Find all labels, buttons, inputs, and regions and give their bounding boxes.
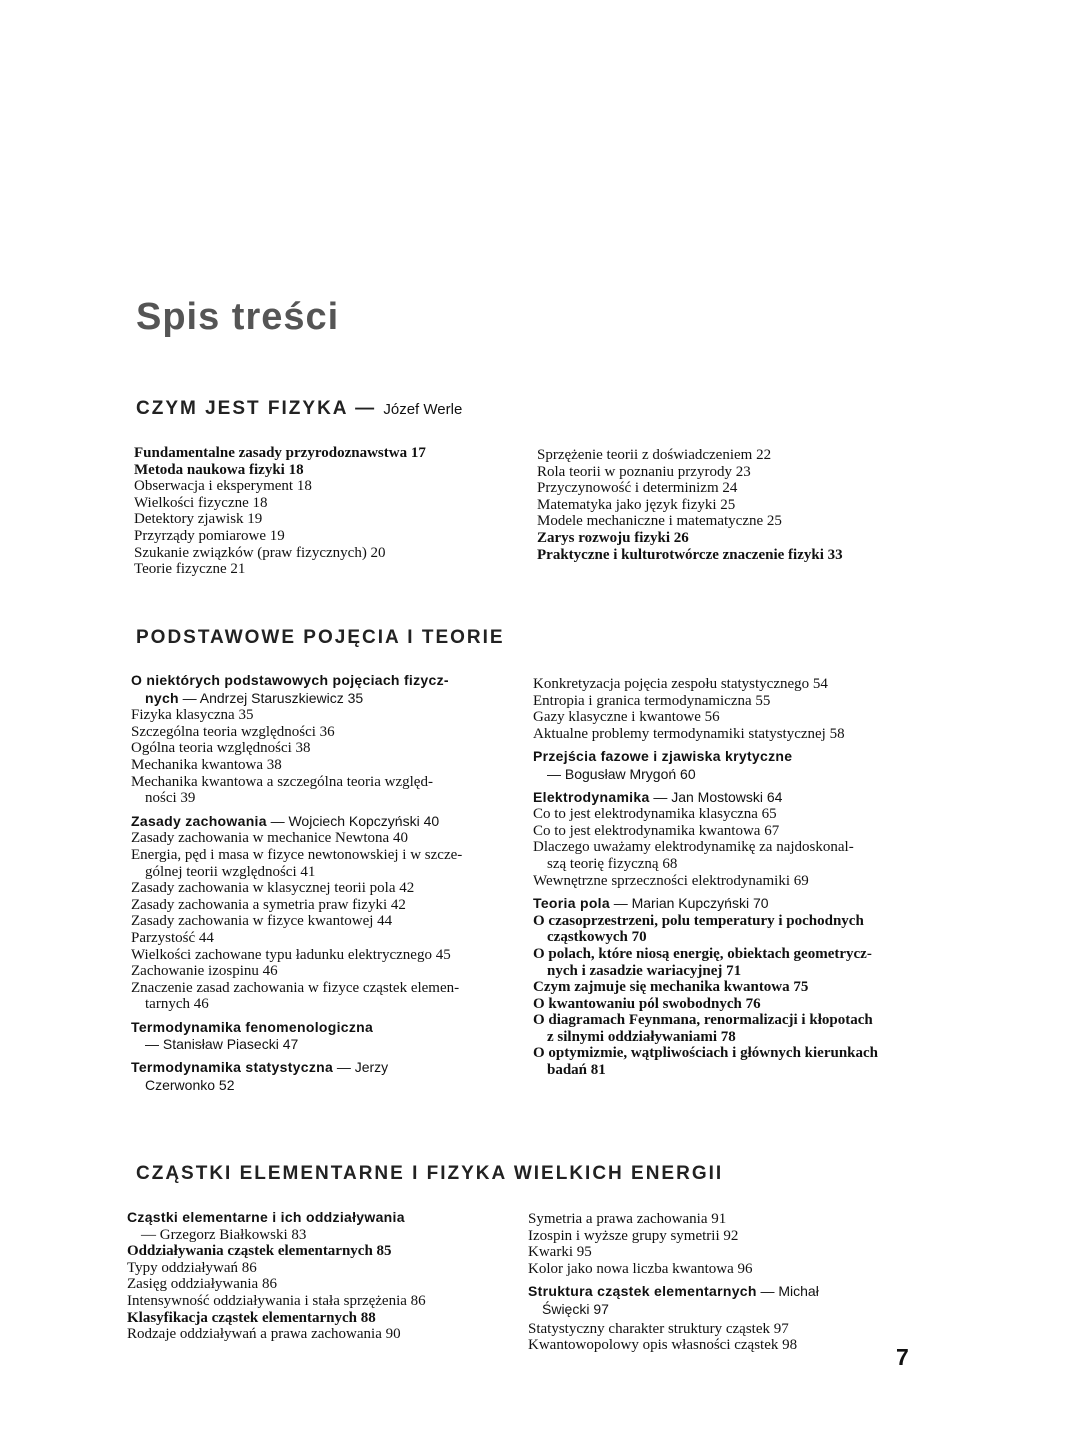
toc-chapter bbox=[127, 1209, 517, 1243]
chapter-title: Cząstki elementarne i ich oddziaływania bbox=[127, 1209, 405, 1225]
toc-entry: Typy oddziaływań 86 bbox=[127, 1259, 257, 1276]
toc-chapter bbox=[533, 789, 933, 807]
chapter-title: Struktura cząstek elementarnych bbox=[528, 1283, 757, 1300]
entry-text-cont: gólnej teorii względności 41 bbox=[145, 863, 316, 880]
chapter-author: — Marian Kupczyński 70 bbox=[613, 895, 769, 912]
chapter-author: — Grzegorz Białkowski 83 bbox=[141, 1226, 307, 1243]
toc-entry: Metoda naukowa fizyki 18 bbox=[134, 461, 304, 478]
toc-entry: Kwantowopolowy opis własności cząstek 98 bbox=[528, 1337, 798, 1354]
toc-entry: Zasady zachowania a symetria praw fizyki 42 bbox=[131, 896, 406, 913]
toc-entry bbox=[131, 774, 517, 807]
toc-entry: Kolor jako nowa liczba kwantowa 96 bbox=[528, 1260, 753, 1277]
toc-entry: Co to jest elektrodynamika kwantowa 67 bbox=[533, 822, 780, 839]
page-number: 7 bbox=[896, 1344, 909, 1370]
toc-entry: Zasięg oddziaływania 86 bbox=[127, 1276, 277, 1293]
toc-entry: Klasyfikacja cząstek elementarnych 88 bbox=[127, 1309, 376, 1326]
toc-entry: Aktualne problemy termodynamiki statystycznej 58 bbox=[533, 725, 845, 742]
entry-text: Energia, pęd i masa w fizyce newtonowskiej i w szcze- bbox=[131, 846, 463, 863]
entry-text-cont: z silnymi oddziaływaniami 78 bbox=[547, 1028, 736, 1045]
toc-entry: Ogólna teoria względności 38 bbox=[131, 740, 311, 757]
toc-entry: Wielkości fizyczne 18 bbox=[134, 494, 268, 511]
toc-chapter bbox=[131, 672, 517, 707]
section-heading-czym-jest-fizyka bbox=[136, 398, 462, 420]
s2-left-column bbox=[131, 672, 517, 1093]
chapter-title: Teoria pola bbox=[533, 895, 610, 912]
entry-text-cont: tarnych 46 bbox=[145, 996, 209, 1013]
toc-entry: Obserwacja i eksperyment 18 bbox=[134, 478, 312, 495]
toc-entry: Rola teorii w poznaniu przyrody 23 bbox=[537, 463, 751, 480]
toc-entry: Przyczynowość i determinizm 24 bbox=[537, 480, 738, 497]
toc-entry: Szukanie związków (praw fizycznych) 20 bbox=[134, 544, 386, 561]
chapter-author-cont: Święcki 97 bbox=[542, 1300, 609, 1317]
toc-chapter bbox=[131, 1019, 517, 1053]
entry-text: Znaczenie zasad zachowania w fizyce cząstek elemen- bbox=[131, 979, 460, 996]
toc-chapter bbox=[533, 748, 933, 782]
section-title: CZYM JEST FIZYKA — bbox=[136, 398, 377, 419]
toc-entry bbox=[533, 839, 933, 872]
chapter-title: Elektrodynamika bbox=[533, 788, 650, 805]
s2-right-column bbox=[533, 676, 933, 1079]
chapter-author-cont: Czerwonko 52 bbox=[145, 1076, 235, 1093]
toc-entry: Izospin i wyższe grupy symetrii 92 bbox=[528, 1227, 739, 1244]
entry-text-cont: ności 39 bbox=[145, 790, 196, 807]
toc-entry: Gazy klasyczne i kwantowe 56 bbox=[533, 709, 720, 726]
toc-entry: Zasady zachowania w fizyce kwantowej 44 bbox=[131, 913, 393, 930]
toc-entry: Zasady zachowania w mechanice Newtona 40 bbox=[131, 830, 408, 847]
entry-text: O optymizmie, wątpliwościach i głównych kierunkach bbox=[533, 1045, 879, 1062]
toc-entry: Parzystość 44 bbox=[131, 929, 214, 946]
chapter-title: Termodynamika fenomenologiczna bbox=[131, 1018, 374, 1035]
toc-entry: Oddziaływania cząstek elementarnych 85 bbox=[127, 1243, 392, 1260]
chapter-author: — Michał bbox=[760, 1283, 819, 1300]
page-title: Spis treści bbox=[136, 296, 340, 338]
s1-right-column bbox=[537, 447, 937, 563]
toc-entry: Statystyczny charakter struktury cząstek 97 bbox=[528, 1320, 789, 1337]
entry-text: Dlaczego uważamy elektrodynamikę za najdoskonal- bbox=[533, 839, 854, 856]
chapter-author: — Stanisław Piasecki 47 bbox=[145, 1036, 299, 1053]
toc-chapter bbox=[131, 1059, 517, 1093]
toc-entry: Mechanika kwantowa 38 bbox=[131, 756, 282, 773]
toc-entry: Zachowanie izospinu 46 bbox=[131, 963, 278, 980]
toc-entry: Praktyczne i kulturotwórcze znaczenie fizyki 33 bbox=[537, 546, 843, 563]
chapter-author: — Bogusław Mrygoń 60 bbox=[547, 765, 696, 782]
toc-entry: Zasady zachowania w klasycznej teorii pola 42 bbox=[131, 880, 415, 897]
chapter-author: — Wojciech Kopczyński 40 bbox=[270, 812, 440, 829]
s3-left-column bbox=[127, 1209, 517, 1343]
chapter-title: Przejścia fazowe i zjawiska krytyczne bbox=[533, 748, 793, 765]
chapter-title-cont: nych bbox=[145, 689, 179, 706]
chapter-title: Termodynamika statystyczna bbox=[131, 1059, 334, 1076]
chapter-author: — Jan Mostowski 64 bbox=[653, 788, 783, 805]
entry-text-cont: badań 81 bbox=[547, 1062, 606, 1079]
toc-entry bbox=[533, 1045, 933, 1078]
toc-entry: Szczególna teoria względności 36 bbox=[131, 723, 335, 740]
toc-entry: Czym zajmuje się mechanika kwantowa 75 bbox=[533, 979, 809, 996]
toc-entry: Wielkości zachowane typu ładunku elektrycznego 45 bbox=[131, 946, 451, 963]
chapter-author: — Andrzej Staruszkiewicz 35 bbox=[182, 689, 364, 706]
toc-entry bbox=[131, 847, 517, 880]
toc-entry: Konkretyzacja pojęcia zespołu statystycznego 54 bbox=[533, 676, 828, 692]
section-heading-podstawowe-pojecia bbox=[136, 627, 505, 649]
section-title: PODSTAWOWE POJĘCIA I TEORIE bbox=[136, 627, 505, 648]
toc-entry: O kwantowaniu pól swobodnych 76 bbox=[533, 995, 761, 1012]
toc-chapter bbox=[533, 895, 933, 913]
chapter-title: O niektórych podstawowych pojęciach fizycz- bbox=[131, 672, 449, 688]
entry-text-cont: szą teorię fizyczną 68 bbox=[547, 855, 678, 872]
toc-entry: Intensywność oddziaływania i stała sprzężenia 86 bbox=[127, 1292, 426, 1309]
section-author: Józef Werle bbox=[383, 401, 463, 418]
toc-entry: Kwarki 95 bbox=[528, 1244, 592, 1261]
toc-entry: Przyrządy pomiarowe 19 bbox=[134, 527, 285, 544]
toc-entry: Fizyka klasyczna 35 bbox=[131, 707, 254, 724]
toc-entry: Teorie fizyczne 21 bbox=[134, 561, 246, 578]
toc-entry: Detektory zjawisk 19 bbox=[134, 511, 263, 528]
toc-entry: Symetria a prawa zachowania 91 bbox=[528, 1211, 727, 1227]
entry-text-cont: cząstkowych 70 bbox=[547, 929, 647, 946]
toc-entry: Entropia i granica termodynamiczna 55 bbox=[533, 692, 771, 709]
toc-entry: Wewnętrzne sprzeczności elektrodynamiki 69 bbox=[533, 872, 809, 889]
toc-entry bbox=[533, 946, 933, 979]
toc-entry: Sprzężenie teorii z doświadczeniem 22 bbox=[537, 447, 772, 463]
section-title: CZĄSTKI ELEMENTARNE I FIZYKA WIELKICH ENERGII bbox=[136, 1163, 724, 1184]
toc-entry bbox=[533, 913, 933, 946]
toc-entry: Fundamentalne zasady przyrodoznawstwa 17 bbox=[134, 445, 426, 461]
entry-text: O czasoprzestrzeni, polu temperatury i pochodnych bbox=[533, 912, 864, 929]
chapter-title: Zasady zachowania bbox=[131, 812, 267, 829]
toc-entry: Co to jest elektrodynamika klasyczna 65 bbox=[533, 806, 777, 823]
toc-entry: Modele mechaniczne i matematyczne 25 bbox=[537, 513, 782, 530]
s1-left-column bbox=[134, 445, 514, 578]
s3-right-column bbox=[528, 1211, 928, 1354]
toc-entry: Zarys rozwoju fizyki 26 bbox=[537, 529, 689, 546]
entry-text: Mechanika kwantowa a szczególna teoria względ- bbox=[131, 773, 433, 790]
toc-chapter bbox=[528, 1283, 928, 1317]
toc-entry: Matematyka jako język fizyki 25 bbox=[537, 496, 736, 513]
toc-entry: Rodzaje oddziaływań a prawa zachowania 90 bbox=[127, 1326, 401, 1343]
chapter-author: — Jerzy bbox=[336, 1059, 389, 1076]
toc-entry bbox=[131, 980, 517, 1013]
entry-text: O polach, które niosą energię, obiektach geometrycz- bbox=[533, 945, 872, 962]
entry-text: O diagramach Feynmana, renormalizacji i kłopotach bbox=[533, 1012, 873, 1029]
toc-entry bbox=[533, 1012, 933, 1045]
entry-text-cont: nych i zasadzie wariacyjnej 71 bbox=[547, 962, 742, 979]
toc-chapter bbox=[131, 813, 517, 831]
section-heading-czastki-elementarne bbox=[136, 1163, 723, 1185]
